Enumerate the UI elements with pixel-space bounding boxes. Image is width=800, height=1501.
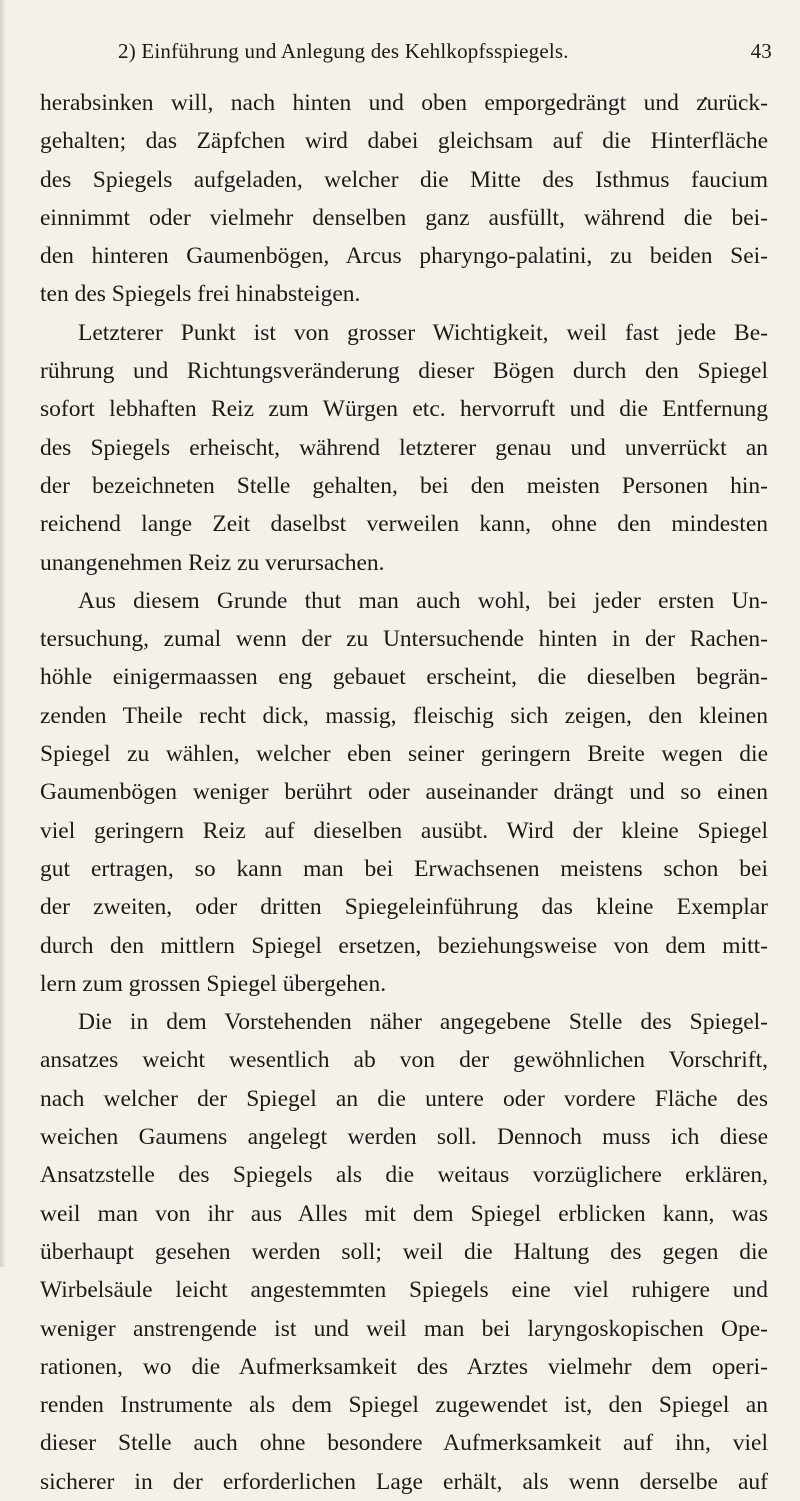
- running-head: [118, 36, 772, 66]
- text-line: Letzterer Punkt ist von grosser Wichtigkeit, weil fast jede Be-: [78, 319, 768, 346]
- text-line: gut ertragen, so kann man bei Erwachsenen meistens schon bei: [40, 855, 768, 882]
- text-line: ten des Spiegels frei hinabsteigen.: [40, 281, 361, 308]
- text-line: weniger anstrengende ist und weil man bei laryngoskopischen Ope-: [40, 1315, 768, 1342]
- text-line: herabsinken will, nach hinten und oben emporgedrängt und zurück-: [40, 90, 768, 116]
- page-edge-shadow: [0, 0, 6, 1267]
- text-line: dieser Stelle auch ohne besondere Aufmerksamkeit auf ihn, viel: [40, 1430, 768, 1457]
- text-line: durch den mittlern Spiegel ersetzen, beziehungsweise von dem mitt-: [40, 932, 768, 959]
- text-line: nach welcher der Spiegel an die untere oder vordere Fläche des: [40, 1085, 768, 1112]
- text-line: rationen, wo die Aufmerksamkeit des Arztes vielmehr dem operi-: [40, 1353, 768, 1380]
- text-line: Die in dem Vorstehenden näher angegebene Stelle des Spiegel-: [78, 1009, 768, 1036]
- text-line: der bezeichneten Stelle gehalten, bei den meisten Personen hin-: [40, 472, 768, 499]
- text-line: zenden Theile recht dick, massig, fleischig sich zeigen, den kleinen: [40, 702, 768, 729]
- body-text: [40, 84, 768, 1501]
- text-line: einnimmt oder vielmehr denselben ganz ausfüllt, während die bei-: [40, 204, 768, 231]
- text-line: des Spiegels erheischt, während letzterer genau und unverrückt an: [40, 434, 768, 461]
- text-line: Ansatzstelle des Spiegels als die weitaus vorzüglichere erklären,: [40, 1162, 768, 1189]
- text-line: unangenehmen Reiz zu verursachen.: [40, 549, 385, 576]
- text-line: weichen Gaumens angelegt werden soll. Dennoch muss ich diese: [40, 1124, 768, 1151]
- text-line: rührung und Richtungsveränderung dieser Bögen durch den Spiegel: [40, 358, 768, 385]
- text-line: sicherer in der erforderlichen Lage erhält, als wenn derselbe auf: [40, 1468, 768, 1495]
- text-line: Gaumenbögen weniger berührt oder auseinander drängt und so einen: [40, 779, 768, 806]
- text-line: renden Instrumente als dem Spiegel zugewendet ist, den Spiegel an: [40, 1392, 768, 1419]
- text-line: reichend lange Zeit daselbst verweilen kann, ohne den mindesten: [40, 511, 768, 538]
- text-line: überhaupt gesehen werden soll; weil die Haltung des gegen die: [40, 1238, 768, 1265]
- text-line: den hinteren Gaumenbögen, Arcus pharyngo-palatini, zu beiden Sei-: [40, 243, 768, 270]
- text-line: Aus diesem Grunde thut man auch wohl, bei jeder ersten Un-: [78, 587, 768, 614]
- text-line: tersuchung, zumal wenn der zu Untersuchende hinten in der Rachen-: [40, 626, 768, 653]
- text-line: weil man von ihr aus Alles mit dem Spiegel erblicken kann, was: [40, 1200, 768, 1227]
- text-line: Spiegel zu wählen, welcher eben seiner geringern Breite wegen die: [40, 741, 768, 768]
- text-line: lern zum grossen Spiegel übergehen.: [40, 970, 387, 997]
- text-line: gehalten; das Zäpfchen wird dabei gleichsam auf die Hinterfläche: [40, 128, 768, 155]
- text-line: der zweiten, oder dritten Spiegeleinführung das kleine Exemplar: [40, 894, 768, 921]
- text-line: viel geringern Reiz auf dieselben ausübt. Wird der kleine Spiegel: [40, 817, 768, 844]
- text-line: höhle einigermaassen eng gebauet erscheint, die dieselben begrän-: [40, 664, 768, 691]
- text-line: sofort lebhaften Reiz zum Würgen etc. hervorruft und die Entfernung: [40, 396, 768, 423]
- text-line: Wirbelsäule leicht angestemmten Spiegels eine viel ruhigere und: [40, 1277, 768, 1304]
- page-number: 43: [750, 39, 772, 63]
- text-line: ansatzes weicht wesentlich ab von der gewöhnlichen Vorschrift,: [40, 1047, 768, 1074]
- text-line: des Spiegels aufgeladen, welcher die Mitte des Isthmus faucium: [40, 166, 768, 193]
- running-head-title: 2) Einführung und Anlegung des Kehlkopfsspiegels.: [118, 39, 569, 63]
